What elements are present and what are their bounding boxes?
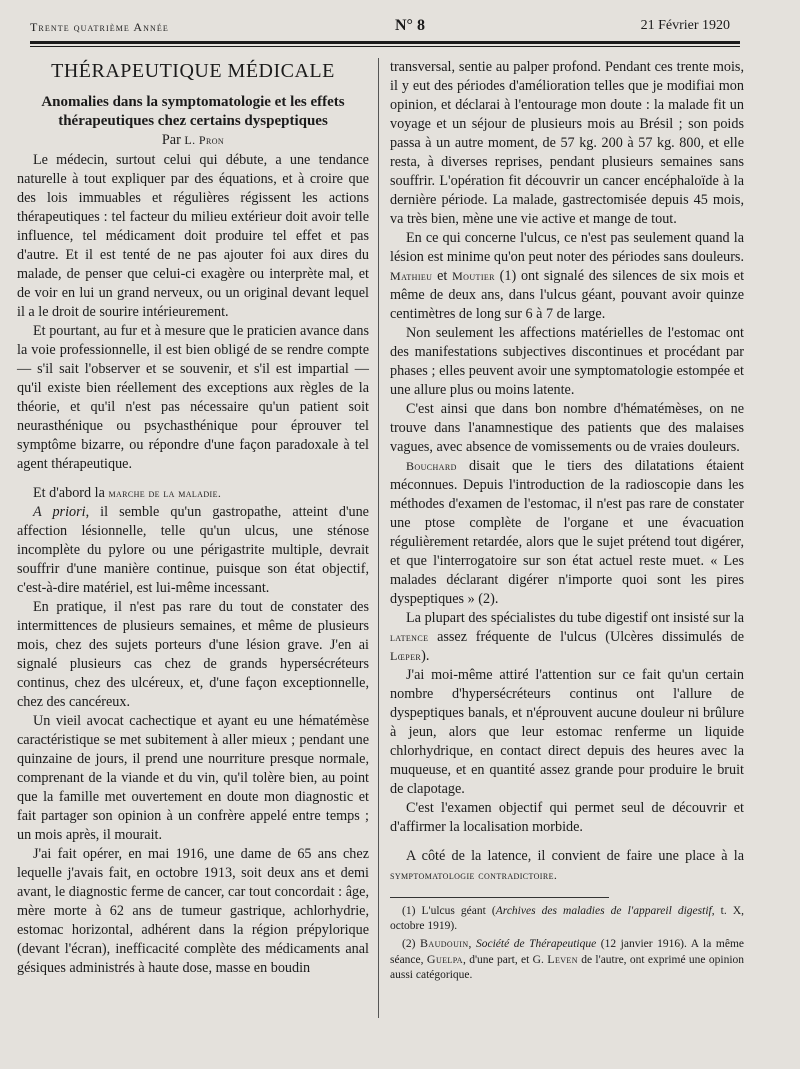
paragraph xyxy=(390,457,744,609)
text-run: En ce qui concerne l'ulcus, ce n'est pas seulement quand la lésion est minime qu'on peut noter des périodes sans douleurs. xyxy=(390,230,744,265)
text-run: (12 janvier 1916). A la même séance, xyxy=(390,938,744,966)
paragraph: Et pourtant, au fur et à mesure que le praticien avance dans la voie professionnelle, il est bien obligé de se rendre compte — s'il sait l'observer et se souvenir, et s'il est impartial — qu'il existe bien réellement des exceptions aux règles de la théorie, et qu'il n'est pas nécessaire qu'un patient soit neurasthénique ou psychasthénique pour éprouver tel symptôme bizarre, ou répondre d'une façon paradoxale à tel agent thérapeutique. xyxy=(17,323,369,472)
byline-prefix: Par xyxy=(161,132,181,148)
column-divider xyxy=(378,58,379,1018)
article-title: Anomalies dans la symptomatologie et les effets thérapeutiques chez certains dyspeptiques xyxy=(41,94,345,129)
italic-run: A priori xyxy=(33,504,86,520)
text-run: (2) xyxy=(402,938,416,950)
paragraph: Un vieil avocat cachectique et ayant eu une hématémèse caractéristique se met subitement à aller mieux ; pendant une quinzaine de jours, il prend une nourriture presque normale, comprenant de la viande et du vin, qu'il tolère bien, au point que la famille met ouvertement en doute mon diagnostic et fait partager son opinion à un confrère appelé entre temps ; un mois après, il mourait. xyxy=(17,713,369,843)
right-column xyxy=(390,58,744,985)
paragraph: Non seulement les affections matérielles de l'estomac ont des manifestations subjectives discontinues et procédant par phases ; elles peuvent avoir une symptomatologie estompée et une allure plus ou moins latente. xyxy=(390,325,744,398)
small-caps-run: symptomatologie contradictoire. xyxy=(390,868,558,882)
footnote-rule xyxy=(390,897,609,898)
text-run: La plupart des spécialistes du tube digestif ont insisté sur la xyxy=(406,610,744,626)
paragraph-gap xyxy=(17,474,369,484)
text-run: , d'une part, et G. xyxy=(462,954,544,966)
left-column xyxy=(17,58,369,978)
header-rule-thin xyxy=(30,46,740,47)
text-run: assez fréquente de l'ulcus (Ulcères dissimulés de xyxy=(437,629,745,645)
paragraph: Le médecin, surtout celui qui débute, a une tendance naturelle à tout expliquer par des équations, et à croire que des lois immuables et régulières régissent les actions thérapeutiques : tel facteur du milieu extérieur doit avoir telle influence, tel médicament doit produire tel effet et pas d'autre. Et il est tenté de ne pas ajouter foi aux dires du malade, de penser que celui-ci exagère ou interprète mal, et de voir en lui un grand nerveux, ou un original devant lequel il a le droit de sourire intérieurement. xyxy=(17,152,369,320)
text-run: et xyxy=(437,268,448,284)
small-caps-run: Leven xyxy=(547,952,578,966)
footnotes xyxy=(390,904,744,983)
header-year: Trente quatrième Année xyxy=(30,20,169,34)
text-run: , xyxy=(468,938,472,950)
small-caps-run: Guelpa xyxy=(426,952,463,966)
paragraph: J'ai fait opérer, en mai 1916, une dame de 65 ans chez lequelle j'avais fait, en octobre 1913, soit deux ans et demi avant, le diagnostic ferme de cancer, car tout concordait : âge, mère morte à 62 ans de tumeur gastrique, achlorhydrie, estomac horizontal, adhérent dans la région prépylorique (devant l'écran), inefficacité complète des médicaments anal gésiques administrés à haute dose, masse en boudin xyxy=(17,846,369,976)
running-header xyxy=(30,14,730,38)
footnote-1 xyxy=(390,904,744,934)
section-title: THÉRAPEUTIQUE MÉDICALE xyxy=(51,60,335,82)
text-run: disait que le tiers des dilatations étaient méconnues. Depuis l'introduction de la radioscopie dans les méthodes d'examen de l'estomac, il n'est pas rare de constater une ptose complète de l'organe et une évacuation régulièrement retardée, alors que le sujet prétend tout digérer, et que l'interrogatoire sur son état actuel reste muet. « Les malades déclarant digérer n'importe quoi sont les pires dyspeptiques » (2). xyxy=(390,458,744,607)
header-date: 21 Février 1920 xyxy=(640,18,730,33)
paragraph xyxy=(390,609,744,666)
paragraph xyxy=(390,847,744,885)
text-run: , il semble qu'un gastropathe, atteint d'une affection lésionnelle, telle qu'un ulcus, une sténose incomplète du pylore ou une périgastrite multiple, devrait souffrir d'une manière continue, puisque son état objectif, c'est-à-dire matériel, est lui-même incessant. xyxy=(17,504,369,596)
small-caps-run: Lœper xyxy=(390,649,422,663)
small-caps-run: Moutier xyxy=(452,269,495,283)
small-caps-run: latence xyxy=(390,630,429,644)
paragraph: J'ai moi-même attiré l'attention sur ce fait qu'un certain nombre d'hypersécréteurs continus ont l'allure de dyspeptiques banals, et n'éprouvent aucune douleur ni brûlure à jeun, alors que leur estomac renferme un liquide chlorhydrique, en contact direct depuis des heures avec la muqueuse, et en quantité assez grande pour produire le bruit de clapotage. xyxy=(390,667,744,797)
small-caps-run: Mathieu xyxy=(390,269,433,283)
italic-run: Archives des maladies de l'appareil digestif xyxy=(495,905,712,917)
small-caps-run: Bouchard xyxy=(406,459,457,473)
text-run: A côté de la latence, il convient de faire une place à la xyxy=(406,848,744,864)
paragraph: transversal, sentie au palper profond. Pendant ces trente mois, il y eut des périodes d'amélioration telles que je modifiai mon opinion, et déclarai à l'entourage mon doute : la malade fit un voyage et un séjour de plusieurs mois au Brésil ; son poids passa à un autre moment, de 57 kg. 200 à 57 kg. 800, et elle resta, à diverses reprises, pendant plusieurs semaines sans souffrir. L'opération fit découvrir un cancer encéphaloïde à la dernière période. La malade, gastrectomisée depuis 45 mois, va très bien, mène une vie active et mange de tout. xyxy=(390,59,744,227)
paragraph xyxy=(390,229,744,324)
paragraph xyxy=(17,484,369,503)
text-run: , t. X, octobre 1919). xyxy=(390,905,744,932)
small-caps-run: marche de la maladie. xyxy=(108,486,222,500)
text-run: de l'autre, ont exprimé une opinion aussi catégorique. xyxy=(390,954,745,981)
italic-run: Société de Thérapeutique xyxy=(475,938,597,950)
text-run: Et d'abord la xyxy=(33,485,105,501)
text-run: (1) ont signalé des silences de six mois et même de deux ans, dans l'ulcus géant, pouvant avoir quinze centimètres de long sur 6 à 7 de large. xyxy=(390,268,745,322)
text-run: (1) L'ulcus géant ( xyxy=(402,905,496,917)
paragraph xyxy=(17,503,369,598)
paragraph: C'est l'examen objectif qui permet seul de découvrir et d'affirmer la localisation morbide. xyxy=(390,800,744,835)
header-rule-thick xyxy=(30,41,740,44)
small-caps-run: Baudouin xyxy=(419,936,469,950)
paragraph: En pratique, il n'est pas rare du tout de constater des intermittences de plusieurs semaines, et même de plusieurs mois, chez des sujets porteurs d'une lésion grave. J'en ai signalé plusieurs cas chez de grands hypersécréteurs continus, chez des ulcéreux, et, d'une façon exceptionnelle, chez des cancéreux. xyxy=(17,599,369,710)
footnote-2 xyxy=(390,936,744,983)
paragraph-gap xyxy=(390,837,744,847)
paragraph: C'est ainsi que dans bon nombre d'hématémèses, on ne trouve dans l'anamnestique des patients que des malaises vagues, avec absence de vomissements ou de vraies douleurs. xyxy=(390,401,744,455)
text-run: ). xyxy=(421,648,430,664)
author-name: L. Pron xyxy=(184,133,225,147)
header-issue-number: N° 8 xyxy=(395,17,425,34)
byline xyxy=(17,131,369,150)
